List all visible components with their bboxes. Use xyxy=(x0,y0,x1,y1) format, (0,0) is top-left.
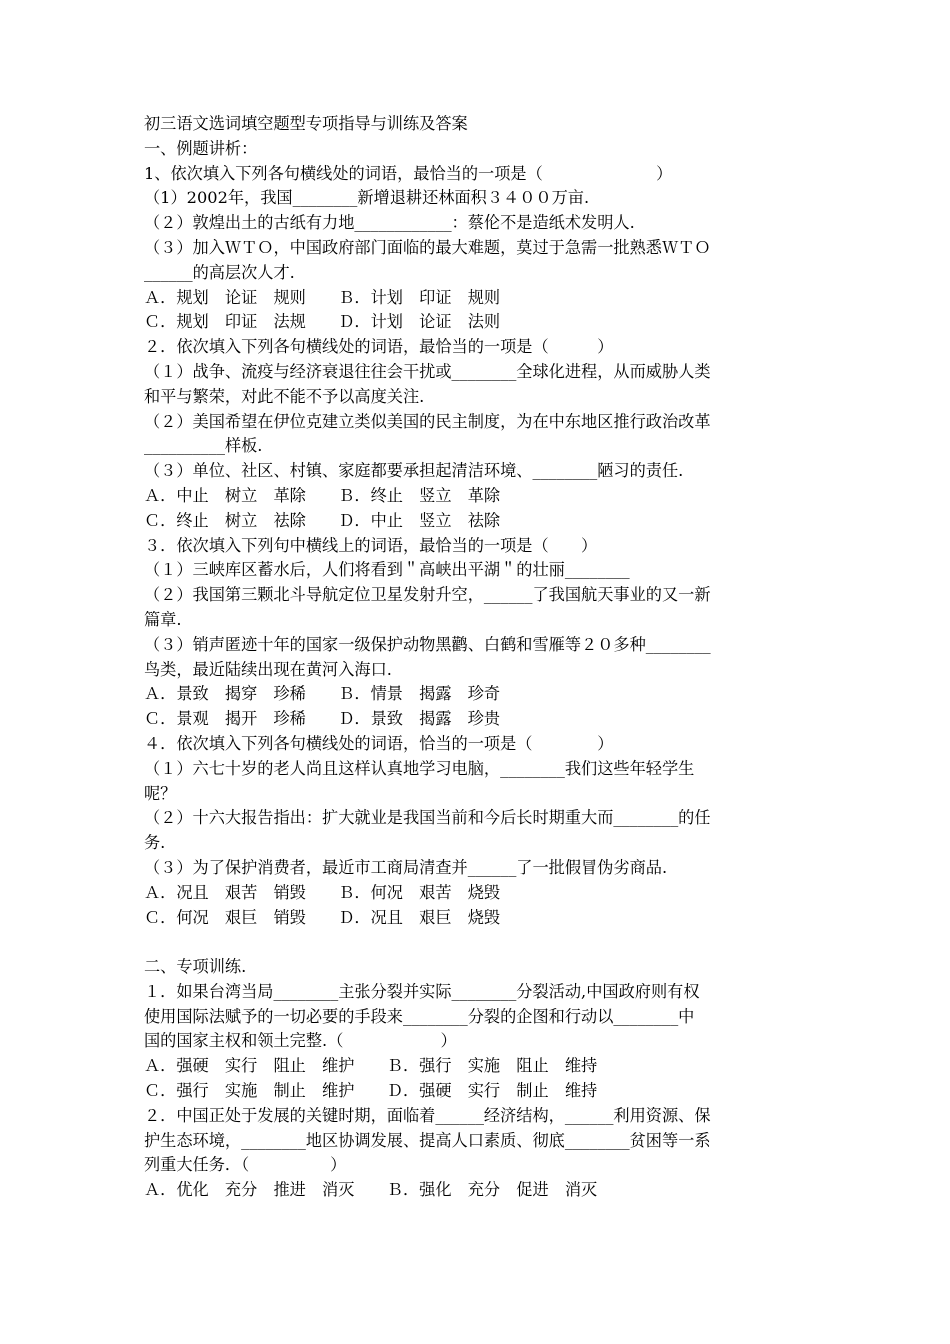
text-line: ２．依次填入下列各句横线处的词语，最恰当的一项是（ ） xyxy=(144,337,614,357)
document-body xyxy=(144,112,816,1203)
text-line: （２）敦煌出土的古纸有力地____________：蔡伦不是造纸术发明人. xyxy=(144,213,635,233)
text-line: 呢？ xyxy=(144,783,177,803)
text-line: Ａ．况且 艰苦 销毁 Ｂ．何况 艰苦 烧毁 xyxy=(144,882,501,902)
text-line: （２）我国第三颗北斗导航定位卫星发射升空，______了我国航天事业的又一新 xyxy=(144,585,711,605)
section-heading-examples: 一、例题讲析： xyxy=(144,138,258,158)
text-line: （３）加入ＷＴＯ，中国政府部门面临的最大难题，莫过于急需一批熟悉ＷＴＯ xyxy=(144,237,711,257)
text-line: （１）六七十岁的老人尚且这样认真地学习电脑，________我们这些年轻学生 xyxy=(144,758,695,778)
text-line: Ｃ．终止 树立 祛除 Ｄ．中止 竖立 祛除 xyxy=(144,510,501,530)
text-line: ______的高层次人才. xyxy=(144,262,295,282)
text-line: Ａ．强硬 实行 阻止 维护 Ｂ．强行 实施 阻止 维持 xyxy=(144,1056,598,1076)
text-line: Ａ．景致 揭穿 珍稀 Ｂ．情景 揭露 珍奇 xyxy=(144,684,501,704)
text-line: １．如果台湾当局________主张分裂并实际________分裂活动,中国政府则有权 xyxy=(144,981,700,1001)
text-line: ３．依次填入下列句中横线上的词语，最恰当的一项是（ ） xyxy=(144,535,598,555)
text-line: __________样板. xyxy=(144,436,263,456)
text-line: Ａ．优化 充分 推进 消灭 Ｂ．强化 充分 促进 消灭 xyxy=(144,1180,598,1200)
section-examples xyxy=(144,162,816,931)
section-heading-training: 二、专项训练. xyxy=(144,957,247,977)
text-line: Ｃ．规划 印证 法规 Ｄ．计划 论证 法则 xyxy=(144,312,501,332)
text-line: 1、依次填入下列各句横线处的词语，最恰当的一项是（ ） xyxy=(144,163,673,183)
text-line: 篇章. xyxy=(144,609,182,629)
text-line: （２）十六大报告指出：扩大就业是我国当前和今后长时期重大而________的任 xyxy=(144,808,711,828)
text-line: Ａ．规划 论证 规则 Ｂ．计划 印证 规则 xyxy=(144,287,501,307)
text-line: 护生态环境，________地区协调发展、提高人口素质、彻底________贫困等一系 xyxy=(144,1130,711,1150)
text-line: （３）单位、社区、村镇、家庭都要承担起清洁环境、________陋习的责任. xyxy=(144,461,684,481)
text-line: 国的国家主权和领土完整.（ ） xyxy=(144,1031,457,1051)
text-line: 使用国际法赋予的一切必要的手段来________分裂的企图和行动以________中 xyxy=(144,1006,695,1026)
text-line: （１）战争、流疫与经济衰退往往会干扰或________全球化进程，从而威胁人类 xyxy=(144,361,711,381)
blank-line xyxy=(144,930,816,955)
text-line: ４．依次填入下列各句横线处的词语，恰当的一项是（ ） xyxy=(144,733,614,753)
text-line: （１）三峡库区蓄水后，人们将看到＂高峡出平湖＂的壮丽________ xyxy=(144,560,630,580)
text-line: Ｃ．何况 艰巨 销毁 Ｄ．况且 艰巨 烧毁 xyxy=(144,907,501,927)
text-line: 鸟类，最近陆续出现在黄河入海口. xyxy=(144,659,392,679)
section-training xyxy=(144,980,816,1203)
text-line: （1）2002年，我国________新增退耕还林面积３４００万亩. xyxy=(144,188,590,208)
text-line: Ａ．中止 树立 革除 Ｂ．终止 竖立 革除 xyxy=(144,485,501,505)
text-line: 务. xyxy=(144,833,166,853)
text-line: （２）美国希望在伊位克建立类似美国的民主制度，为在中东地区推行政治改革 xyxy=(144,411,711,431)
text-line: 和平与繁荣，对此不能不予以高度关注. xyxy=(144,386,425,406)
text-line: （３）为了保护消费者，最近市工商局清查并______了一批假冒伪劣商品. xyxy=(144,857,668,877)
document-title: 初三语文选词填空题型专项指导与训练及答案 xyxy=(144,114,468,133)
text-line: （３）销声匿迹十年的国家一级保护动物黑鹳、白鹤和雪雁等２０多种________ xyxy=(144,634,711,654)
text-line: ２．中国正处于发展的关键时期，面临着______经济结构，______利用资源、保 xyxy=(144,1105,711,1125)
text-line: Ｃ．强行 实施 制止 维护 Ｄ．强硬 实行 制止 维持 xyxy=(144,1081,598,1101)
text-line: 列重大任务．（ ） xyxy=(144,1155,347,1175)
text-line: Ｃ．景观 揭开 珍稀 Ｄ．景致 揭露 珍贵 xyxy=(144,709,501,729)
